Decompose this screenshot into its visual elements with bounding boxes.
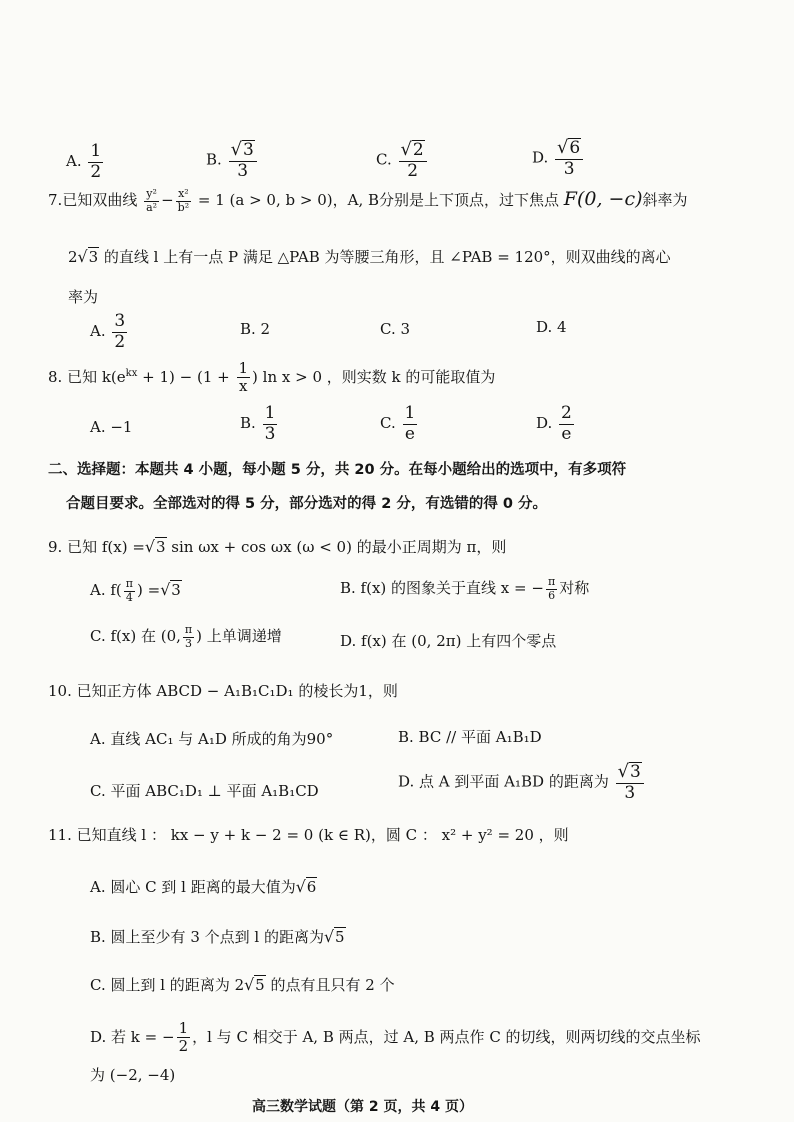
option-label: D. — [532, 148, 549, 167]
q11-option-d-line2: 为 (−2, −4) — [90, 1066, 176, 1084]
fraction: $\frac{√3}{3}$ — [616, 762, 644, 803]
page-footer: 高三数学试题（第 2 页，共 4 页） — [252, 1099, 473, 1115]
fraction: $\frac{1}{e}$ — [404, 403, 416, 444]
q7-stem-line2: 2√3 的直线 l 上有一点 P 满足 △PAB 为等腰三角形，且 ∠PAB = 120°，则双曲线的离心 — [68, 247, 671, 266]
q9-option-b: B. f(x) 的图象关于直线 x = − $\frac{\pi}{6}$ 对称 — [340, 575, 590, 602]
q9-option-d: D. f(x) 在 (0, 2π) 上有四个零点 — [340, 632, 557, 650]
q6-option-c — [376, 140, 429, 181]
q7-option-a: A. $\frac{3}{2}$ — [90, 311, 126, 352]
q7-stem-line3: 率为 — [68, 288, 99, 306]
q7-option-b: B. 2 — [240, 320, 271, 338]
q10-option-b: B. BC // 平面 A₁B₁D — [398, 728, 542, 746]
fraction: $\frac{3}{2}$ — [114, 311, 126, 352]
fraction: $\frac{1}{2}$ — [178, 1019, 189, 1056]
q8-option-a: A. −1 — [90, 418, 133, 436]
fraction-y: $\frac{\text{y²}}{\text{a²}}$ — [146, 187, 158, 214]
q8-option-c: C. $\frac{1}{e}$ — [380, 403, 416, 444]
q8-stem: 8. 已知 $k(e^{kx} + 1) - (1$ + $\frac{1}{x}$ ) ln x > 0 ，则实数 k 的可能取值为 — [48, 359, 496, 396]
fraction: $\frac{\pi}{6}$ — [547, 575, 556, 602]
section-heading-line1: 二、选择题：本题共 4 小题，每小题 5 分，共 20 分。在每小题给出的选项中，有多项符 — [48, 462, 627, 478]
section-heading-line2: 合题目要求。全部选对的得 5 分，部分选对的得 2 分，有选错的得 0 分。 — [66, 496, 548, 512]
fraction: $\frac{√2}{2}$ — [399, 140, 427, 181]
q7-option-d: D. 4 — [536, 318, 567, 336]
fraction-x: $\frac{\text{x²}}{\text{b²}}$ — [177, 187, 190, 214]
q8-option-b: B. $\frac{1}{3}$ — [240, 403, 276, 444]
q9-option-c: C. f(x) 在 (0, $\frac{\pi}{3}$ ) 上单调递增 — [90, 623, 282, 650]
fraction: $\frac{1}{2}$ — [90, 141, 102, 182]
fraction: $\frac{\pi}{4}$ — [125, 577, 134, 604]
q9-option-a: A. f( $\frac{\pi}{4}$ ) =√3 — [90, 577, 181, 604]
fraction: $\frac{√3}{3}$ — [229, 140, 257, 181]
q11-option-c: C. 圆上到 l 的距离为 2√5 的点有且只有 2 个 — [90, 975, 395, 994]
fraction: $\frac{√6}{3}$ — [555, 138, 583, 179]
q10-option-d: D. 点 A 到平面 A₁BD 的距离为 $\frac{√3}{3}$ — [398, 762, 646, 803]
q11-option-d: D. 若 k = − $\frac{1}{2}$ ，l 与 C 相交于 A, B 两点，过 A, B 两点作 C 的切线，则两切线的交点坐标 — [90, 1019, 701, 1056]
fraction: $\frac{1}{3}$ — [264, 403, 276, 444]
fraction: $\frac{2}{e}$ — [561, 403, 572, 444]
fraction: $\frac{1}{x}$ — [238, 359, 249, 396]
focus-point: F(0, −c) — [563, 188, 643, 211]
option-label: C. — [376, 150, 392, 169]
q10-stem: 10. 已知正方体 ABCD − A₁B₁C₁D₁ 的棱长为1，则 — [48, 682, 398, 700]
q8-option-d: D. $\frac{2}{e}$ — [536, 403, 572, 444]
q10-option-a: A. 直线 AC₁ 与 A₁D 所成的角为90° — [90, 730, 334, 748]
q7-stem-line1: 7.已知双曲线 $\frac{\text{y²}}{\text{a²}}$ − $\frac{\text{x²}}{\text{b²}}$ = 1 (a > 0, b > 0)，A, B分别是上下顶点，过下焦点 F(0, −c)斜率为 — [48, 187, 688, 214]
q6-option-b — [206, 140, 259, 181]
option-label: B. — [206, 150, 222, 169]
q10-option-c: C. 平面 ABC₁D₁ ⊥ 平面 A₁B₁CD — [90, 782, 319, 800]
q6-option-a — [66, 142, 105, 182]
q11-option-b: B. 圆上至少有 3 个点到 l 的距离为√5 — [90, 927, 345, 946]
q9-stem: 9. 已知 f(x) =√3 sin ωx + cos ωx (ω < 0) 的最小正周期为 π，则 — [48, 537, 507, 556]
q6-option-d — [532, 138, 585, 179]
q11-stem: 11. 已知直线 l ： kx − y + k − 2 = 0 (k ∈ R)，圆 C ： x² + y² = 20 ，则 — [48, 826, 569, 844]
fraction: $\frac{\pi}{3}$ — [184, 623, 193, 650]
option-label: A. — [66, 152, 82, 171]
q11-option-a: A. 圆心 C 到 l 距离的最大值为√6 — [90, 877, 317, 896]
q7-option-c: C. 3 — [380, 320, 411, 338]
